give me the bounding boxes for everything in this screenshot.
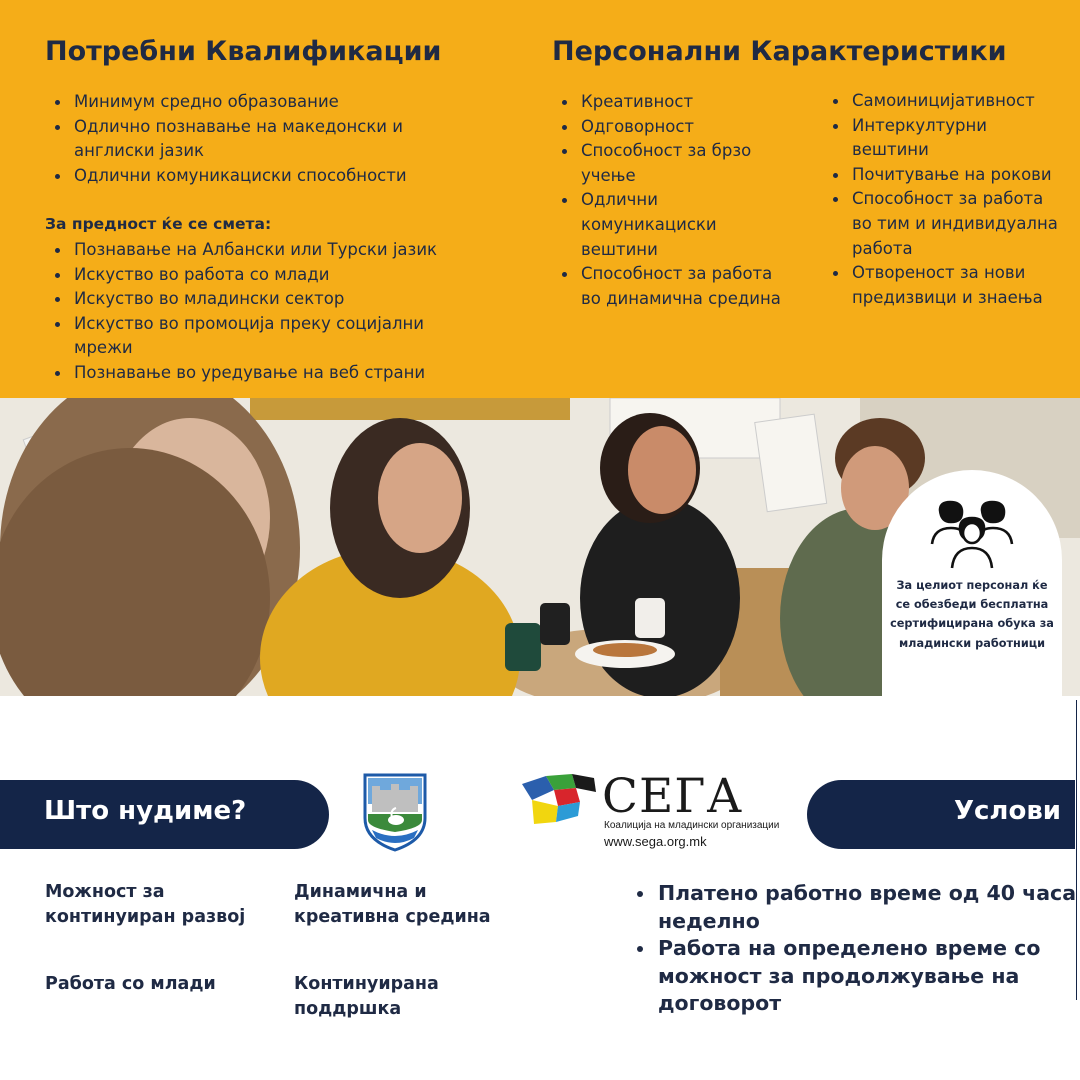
list-item: Отвореност за нови предизвици и знаења	[823, 261, 1068, 310]
conditions-title: Услови	[953, 796, 1061, 826]
list-item: Креативност	[552, 90, 782, 115]
characteristics-list-right	[823, 89, 1068, 310]
municipality-crest-icon	[362, 772, 428, 852]
list-item: Познавање на Албански или Турски јазик	[45, 238, 445, 263]
list-item: Одлични комуникациски вештини	[552, 188, 782, 262]
group-people-icon	[930, 500, 1014, 570]
list-item: Одговорност	[552, 115, 782, 140]
offer-item: Динамична и креативна средина	[294, 882, 491, 927]
qualifications-list	[45, 90, 445, 188]
sega-puzzle-icon	[520, 772, 600, 830]
training-badge-text: За целиот персонал ќе се обезбеди бесплатна сертифицирана обука за младински работници	[890, 579, 1054, 650]
list-item: Платено работно време од 40 часа неделно	[632, 880, 1080, 935]
offer-item: Континуирана поддршка	[294, 974, 439, 1019]
list-item: Искуство во промоција преку социјални мрежи	[45, 312, 445, 361]
list-item: Интеркултурни вештини	[823, 114, 1068, 163]
list-item: Работа на определено време со можност за продолжување на договорот	[632, 935, 1080, 1018]
list-item: Способност за работа во динамична средина	[552, 262, 782, 311]
sega-logo-subtitle: Коалиција на младински организации	[604, 820, 780, 831]
offer-item: Работа со млади	[45, 974, 216, 994]
advantage-title: За предност ќе се смета:	[45, 215, 272, 233]
list-item: Способност за брзо учење	[552, 139, 782, 188]
list-item: Познавање во уредување на веб страни	[45, 361, 445, 386]
training-badge	[882, 470, 1062, 700]
list-item: Минимум средно образование	[45, 90, 445, 115]
sega-logo-url: www.sega.org.mk	[604, 834, 707, 849]
advantage-list	[45, 238, 445, 386]
sega-logo-name: СЕГА	[602, 769, 743, 824]
qualifications-title: Потребни Квалификации	[45, 36, 442, 67]
conditions-list	[632, 880, 1080, 1018]
offer-title: Што нудиме?	[44, 796, 247, 826]
list-item: Способност за работа во тим и индивидуална работа	[823, 187, 1068, 261]
offer-item: Можност за континуиран развој	[45, 882, 246, 927]
list-item: Искуство во работа со млади	[45, 263, 445, 288]
list-item: Самоиницијативност	[823, 89, 1068, 114]
list-item: Искуство во младински сектор	[45, 287, 445, 312]
list-item: Почитување на рокови	[823, 163, 1068, 188]
offer-header	[0, 780, 329, 849]
characteristics-list-left	[552, 90, 782, 311]
list-item: Одлични комуникациски способности	[45, 164, 445, 189]
conditions-header	[807, 780, 1075, 849]
requirements-section	[0, 0, 1080, 398]
characteristics-title: Персонални Карактеристики	[552, 36, 1007, 67]
list-item: Одлично познавање на македонски и англиски јазик	[45, 115, 445, 164]
